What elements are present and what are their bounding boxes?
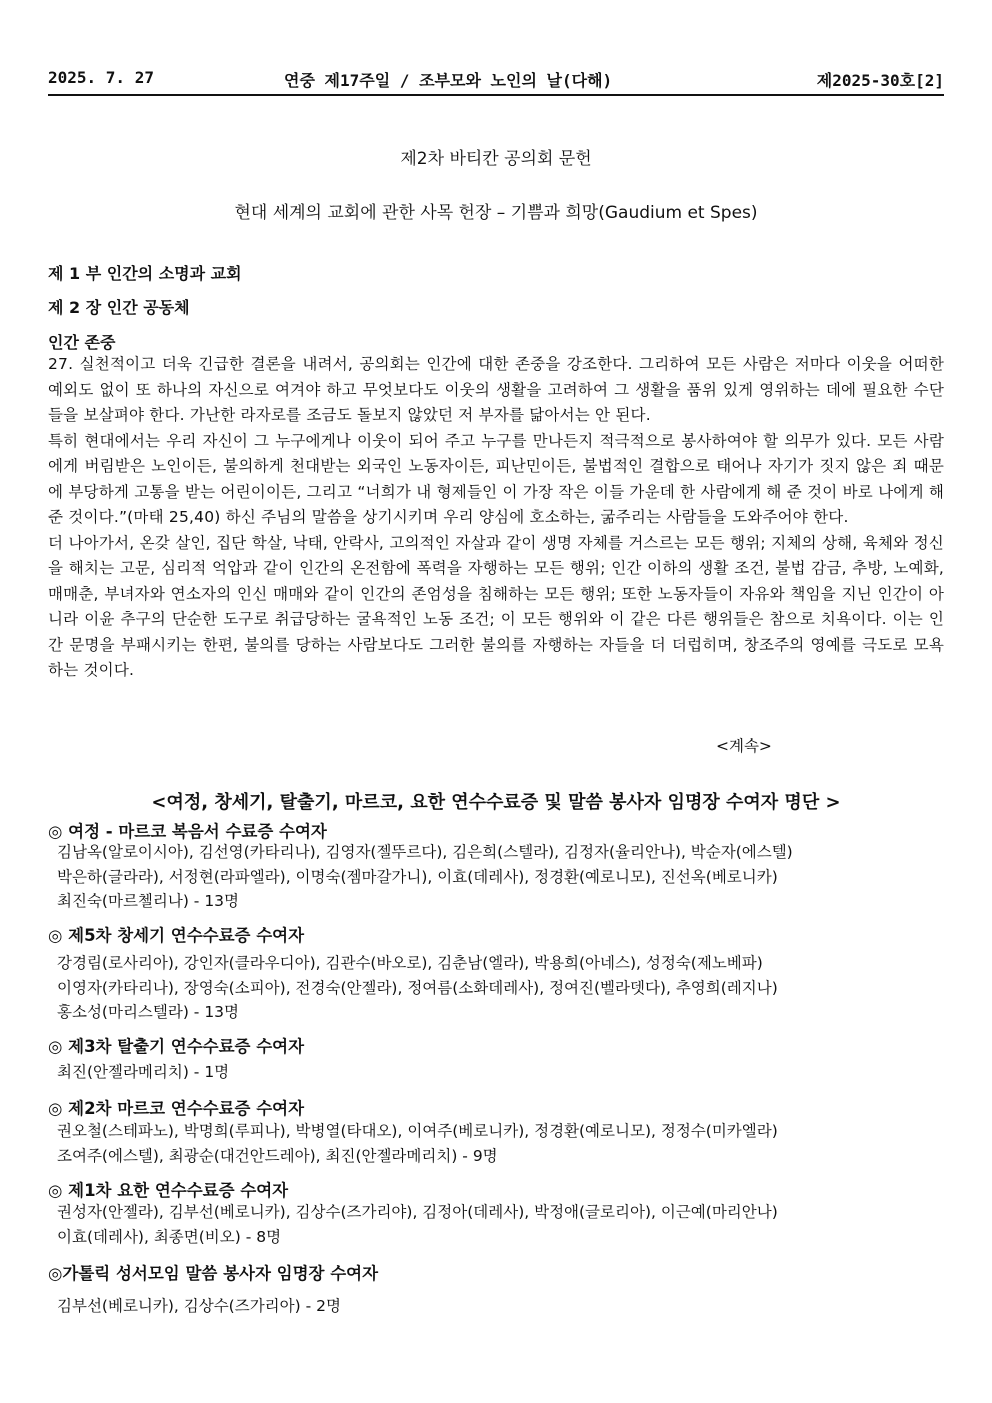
name-line: 최진(안젤라메리치) - 1명	[57, 1063, 230, 1081]
name-line: 이영자(카타리나), 장영숙(소피아), 전경숙(안젤라), 정여름(소화데레사), 정여진(벨라뎃다), 추영희(레지나)	[57, 978, 778, 997]
group-names	[57, 951, 937, 1025]
document-subtitle: 현대 세계의 교회에 관한 사목 헌장 – 기쁨과 희망(Gaudium et Spes)	[234, 203, 758, 223]
name-line: 홍소성(마리스텔라) - 13명	[57, 1003, 240, 1021]
paragraph: 더 나아가서, 온갖 살인, 집단 학살, 낙태, 안락사, 고의적인 자살과 같이 생명 자체를 거스르는 모든 행위; 지체의 상해, 육체와 정신을 해치는 고문, 심리적 억압과 같이 인간의 온전함에 폭력을 자행하는 모든 행위; 인간 이하의 생활 조건, 불법 감금, 추방, 노예화, 매매춘, 부녀자와 연소자의 인신 매매와 같이 인간의 존엄성을 침해하는 모든 행위; 또한 노동자들이 자유와 책임을 지닌 인간이 아니라 이윤 추구의 단순한 도구로 취급당하는 굴욕적인 노동 조건; 이 모든 행위와 이 같은 다른 행위들은 참으로 치욕이다. 이는 인간 문명을 부패시키는 한편, 불의를 당하는 사람보다도 그러한 불의를 자행하는 자들을 더 더럽히며, 창조주의 영예를 극도로 모욕하는 것이다.	[48, 533, 944, 679]
group-names	[57, 840, 937, 914]
issue-date: 2025. 7. 27	[48, 68, 154, 87]
document-title: 제2차 바티칸 공의회 문헌	[400, 149, 592, 169]
page-header	[48, 68, 944, 96]
group-names	[57, 1060, 937, 1085]
section-heading: 인간 존중	[48, 333, 116, 352]
issue-number: 제2025-30호[2]	[816, 71, 944, 90]
name-line: 강경림(로사리아), 강인자(클라우디아), 김관수(바오로), 김춘남(엘라), 박용희(아네스), 성정숙(제노베파)	[57, 954, 763, 972]
name-line: 최진숙(마르첼리나) - 13명	[57, 892, 240, 910]
group-heading: ◎ 제2차 마르코 연수수료증 수여자	[48, 1099, 305, 1118]
continued-mark: <계속>	[716, 737, 772, 755]
group-names	[57, 1119, 937, 1168]
group-heading: ◎ 제1차 요한 연수수료증 수여자	[48, 1181, 289, 1200]
name-line: 박은하(글라라), 서정현(라파엘라), 이명숙(젬마갈가니), 이효(데레사), 정경환(예로니모), 진선옥(베로니카)	[57, 867, 778, 886]
group-names	[57, 1200, 937, 1249]
name-line: 김남옥(알로이시아), 김선영(카타리나), 김영자(젤뚜르다), 김은희(스텔라), 김정자(율리안나), 박순자(에스텔)	[57, 843, 793, 861]
paragraph: 27. 실천적이고 더욱 긴급한 결론을 내려서, 공의회는 인간에 대한 존중을 강조한다. 그리하여 모든 사람은 저마다 이웃을 어떠한 예외도 없이 또 하나의 자신으로 여겨야 하고 무엇보다도 이웃의 생활을 고려하여 그 생활을 품위 있게 영위하는 데에 필요한 수단들을 보살펴야 한다. 가난한 라자로를 조금도 돌보지 않았던 저 부자를 닮아서는 안 된다.	[48, 355, 944, 424]
name-line: 권오철(스테파노), 박명희(루피나), 박병열(타대오), 이여주(베로니카), 정경환(예로니모), 정정수(미카엘라)	[57, 1122, 778, 1140]
group-heading: ◎ 제3차 탈출기 연수수료증 수여자	[48, 1037, 305, 1056]
liturgical-day: 연중 제17주일 / 조부모와 노인의 날(다해)	[284, 71, 613, 90]
name-line: 김부선(베로니카), 김상수(즈가리아) - 2명	[57, 1297, 341, 1315]
recipients-title: <여정, 창세기, 탈출기, 마르코, 요한 연수수료증 및 말씀 봉사자 임명장 수여자 명단 >	[151, 792, 841, 813]
article-body	[48, 352, 944, 684]
chapter-heading: 제 2 장 인간 공동체	[48, 298, 190, 317]
name-line: 이효(데레사), 최종면(비오) - 8명	[57, 1227, 282, 1246]
group-heading: ◎ 여정 - 마르코 복음서 수료증 수여자	[48, 822, 327, 841]
name-line: 조여주(에스텔), 최광순(대건안드레아), 최진(안젤라메리치) - 9명	[57, 1146, 498, 1165]
paragraph: 특히 현대에서는 우리 자신이 그 누구에게나 이웃이 되어 주고 누구를 만나든지 적극적으로 봉사하여야 할 의무가 있다. 모든 사람에게 버림받은 노인이든, 불의하게 천대받는 외국인 노동자이든, 피난민이든, 불법적인 결합으로 태어나 자기가 짓지 않은 죄 때문에 부당하게 고통을 받는 어린이이든, 그리고 “너희가 내 형제들인 이 가장 작은 이들 가운데 한 사람에게 해 준 것이 바로 나에게 해 준 것이다.”(마태 25,40) 하신 주님의 말씀을 상기시키며 우리 양심에 호소하는, 굶주리는 사람들을 도와주어야 한다.	[48, 431, 944, 526]
group-heading: ◎가톨릭 성서모임 말씀 봉사자 임명장 수여자	[48, 1264, 379, 1283]
name-line: 권성자(안젤라), 김부선(베로니카), 김상수(즈가리야), 김정아(데레사), 박정애(글로리아), 이근예(마리안나)	[57, 1203, 778, 1221]
group-names	[57, 1294, 937, 1319]
part-heading: 제 1 부 인간의 소명과 교회	[48, 264, 242, 283]
group-heading: ◎ 제5차 창세기 연수수료증 수여자	[48, 926, 305, 945]
